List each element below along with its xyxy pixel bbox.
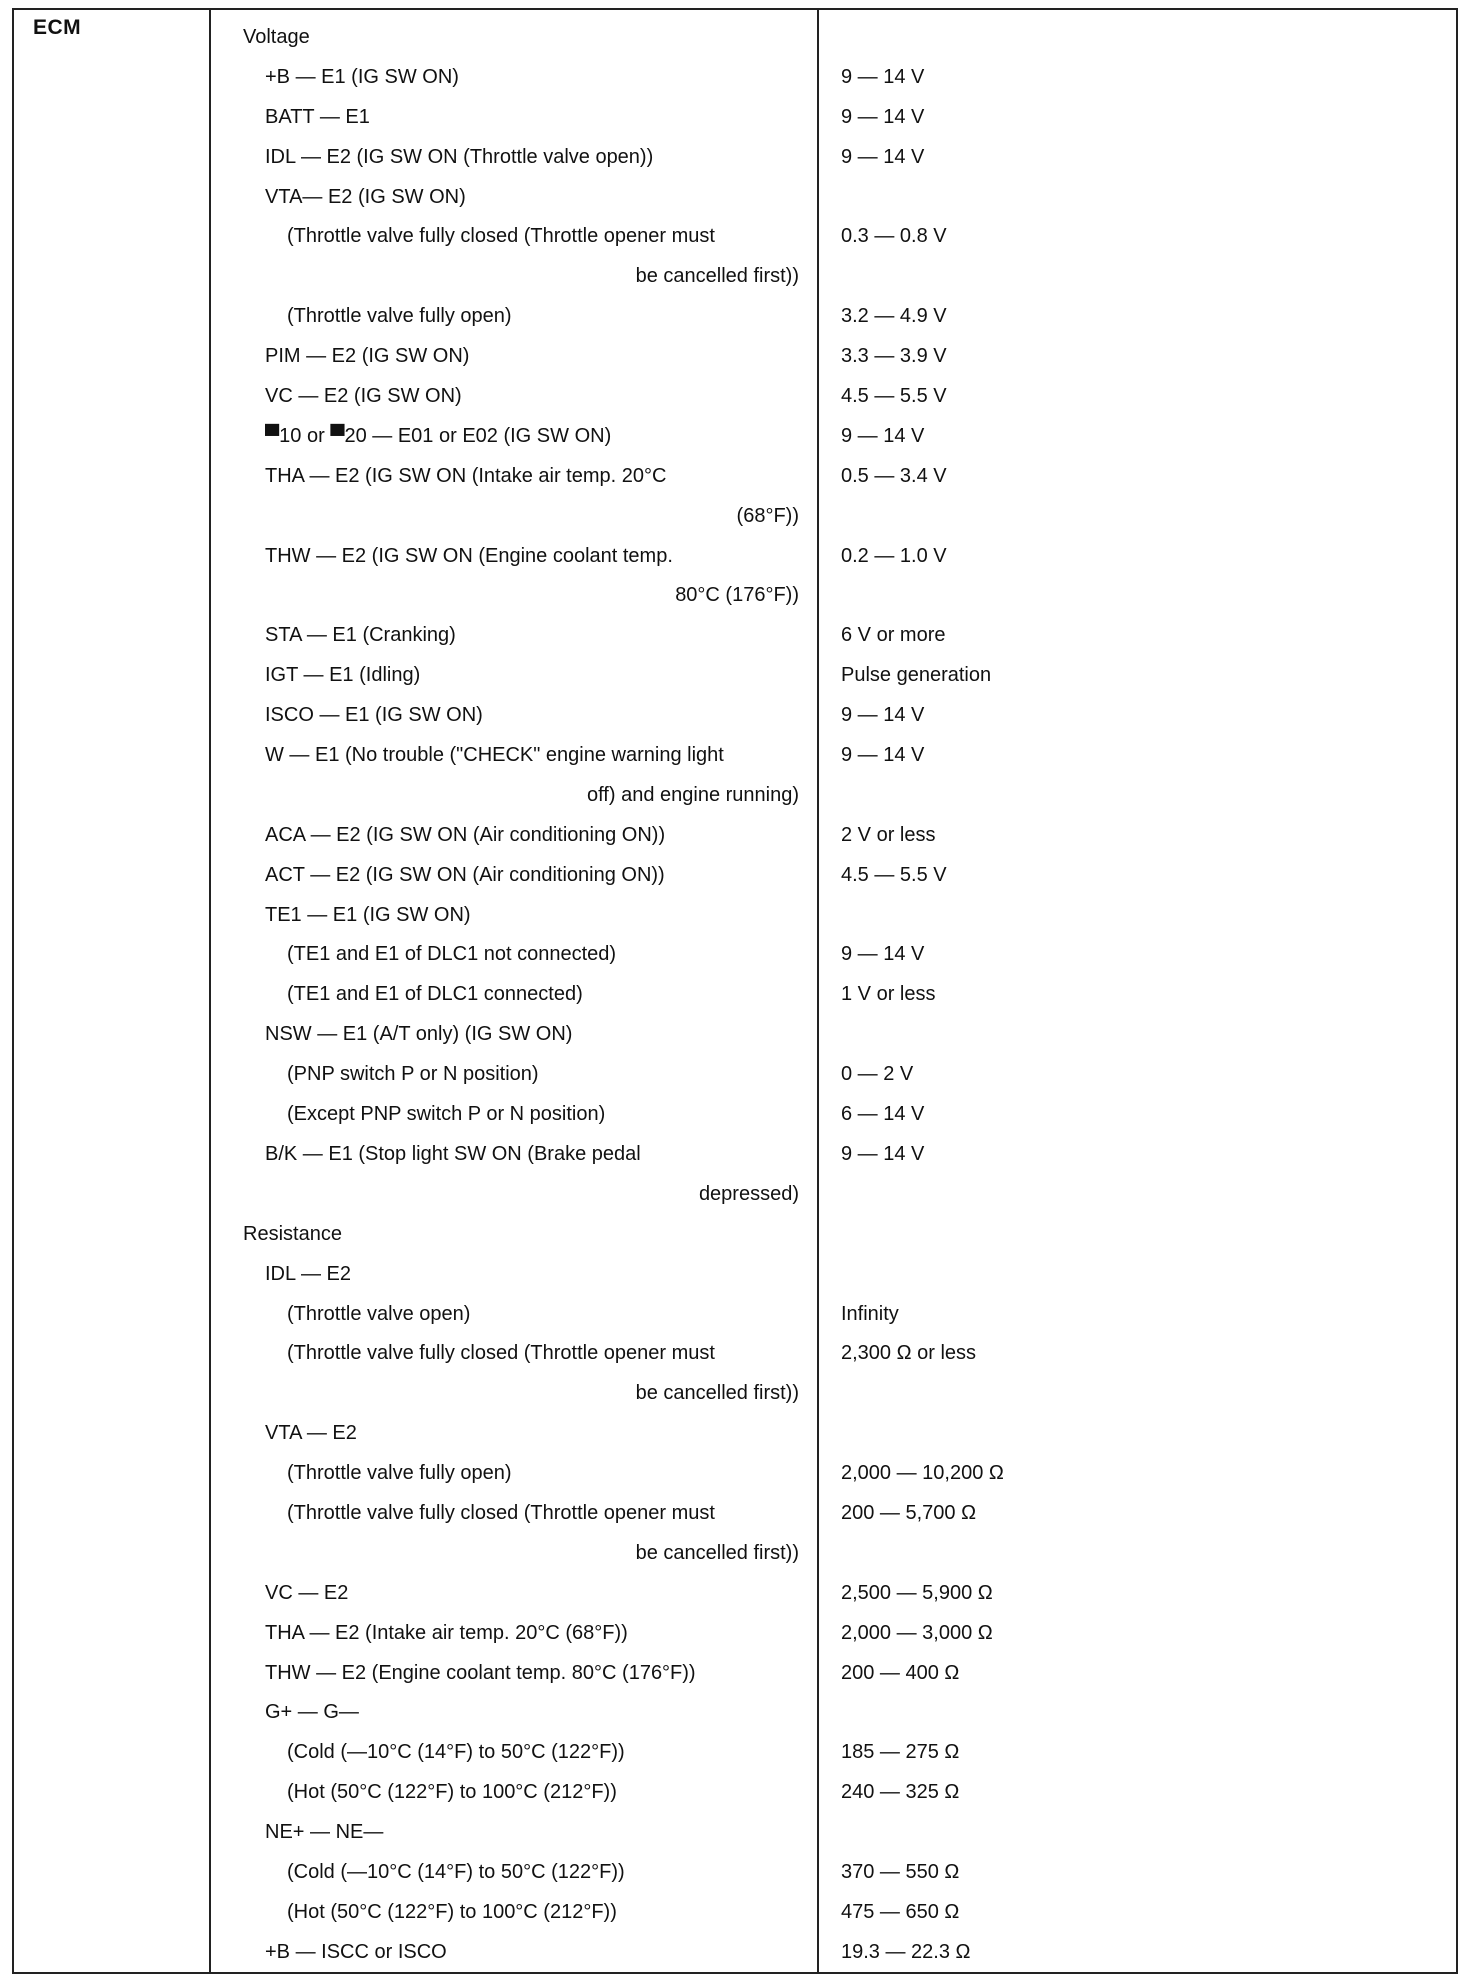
condition-cell: VC — E2 (IG SW ON) [265, 385, 462, 408]
standard-cell: 6 — 14 V [841, 1103, 925, 1126]
condition-cell: 80°C (176°F)) [675, 584, 799, 607]
condition-cell: be cancelled first)) [635, 265, 799, 288]
standard-cell [819, 1693, 1456, 1733]
standard-cell: 0.2 — 1.0 V [841, 544, 947, 567]
standard-cell: 2,000 — 3,000 Ω [841, 1621, 993, 1644]
standard-cell: 2,500 — 5,900 Ω [841, 1581, 993, 1604]
standard-cell: 2,000 — 10,200 Ω [841, 1462, 1004, 1485]
condition-cell: NE+ — NE— [265, 1821, 384, 1844]
condition-cell: (Throttle valve fully closed (Throttle opener must [287, 1342, 715, 1365]
condition-cell: B/K — E1 (Stop light SW ON (Brake pedal [265, 1142, 641, 1165]
standard-cell: 200 — 400 Ω [841, 1661, 960, 1684]
standard-cell: 4.5 — 5.5 V [841, 863, 947, 886]
standard-cell: 2 V or less [841, 823, 936, 846]
standard-cell: 475 — 650 Ω [841, 1900, 960, 1923]
condition-cell: ACA — E2 (IG SW ON (Air conditioning ON)) [265, 823, 666, 846]
standard-cell [819, 1175, 1456, 1215]
condition-cell: IDL — E2 [265, 1262, 351, 1285]
inspection-table [12, 8, 1458, 1974]
condition-cell: (TE1 and E1 of DLC1 connected) [287, 983, 583, 1006]
condition-cell: ACT — E2 (IG SW ON (Air conditioning ON)) [265, 863, 665, 886]
condition-cell: VC — E2 [265, 1581, 349, 1604]
standard-cell: 9 — 14 V [841, 424, 925, 447]
condition-cell: ISCO — E1 (IG SW ON) [265, 704, 483, 727]
condition-cell: NSW — E1 (A/T only) (IG SW ON) [265, 1023, 573, 1046]
condition-cell: W — E1 (No trouble ("CHECK" engine warning light [265, 744, 724, 767]
standard-cell [819, 776, 1456, 816]
standard-cell: 0 — 2 V [841, 1063, 914, 1086]
condition-cell: +B — E1 (IG SW ON) [265, 65, 459, 88]
condition-cell: VTA— E2 (IG SW ON) [265, 185, 466, 208]
standard-cell: 19.3 — 22.3 Ω [841, 1940, 971, 1963]
condition-cell: off) and engine running) [586, 783, 799, 806]
standard-cell: 9 — 14 V [841, 145, 925, 168]
condition-cell: TE1 — E1 (IG SW ON) [265, 903, 471, 926]
condition-cell: (TE1 and E1 of DLC1 not connected) [287, 943, 617, 966]
condition-cell: G+ — G— [265, 1701, 359, 1724]
condition-cell: ▀10 or ▀20 — E01 or E02 (IG SW ON) [265, 424, 612, 447]
standard-cell: 2,300 Ω or less [841, 1342, 977, 1365]
standard-cell: 0.3 — 0.8 V [841, 225, 947, 248]
standard-cell: 370 — 550 Ω [841, 1860, 960, 1883]
condition-cell: VTA — E2 [265, 1422, 357, 1445]
condition-cell: +B — ISCC or ISCO [265, 1940, 447, 1963]
condition-cell: be cancelled first)) [635, 1541, 799, 1564]
condition-cell: (Cold (—10°C (14°F) to 50°C (122°F)) [287, 1741, 625, 1764]
standard-cell [819, 1015, 1456, 1055]
standard-cell [819, 497, 1456, 537]
condition-cell: (Cold (—10°C (14°F) to 50°C (122°F)) [287, 1860, 625, 1883]
standard-cell: 9 — 14 V [841, 943, 925, 966]
standard-column [819, 10, 1456, 1972]
standard-cell: 185 — 275 Ω [841, 1741, 960, 1764]
standard-cell: 1 V or less [841, 983, 936, 1006]
condition-cell: THW — E2 (IG SW ON (Engine coolant temp. [265, 544, 673, 567]
component-name: ECM [33, 16, 82, 39]
standard-cell: Infinity [841, 1302, 899, 1325]
condition-column [211, 10, 819, 1972]
condition-cell: (Throttle valve fully closed (Throttle opener must [287, 1501, 715, 1524]
standard-cell: 9 — 14 V [841, 704, 925, 727]
standard-cell: 3.3 — 3.9 V [841, 345, 947, 368]
condition-cell: (PNP switch P or N position) [287, 1063, 539, 1086]
standard-cell: 0.5 — 3.4 V [841, 464, 947, 487]
condition-cell: IGT — E1 (Idling) [265, 664, 421, 687]
component-column [14, 10, 211, 1972]
condition-cell: (Throttle valve fully closed (Throttle opener must [287, 225, 715, 248]
standard-cell [819, 1215, 1456, 1255]
standard-cell [819, 1813, 1456, 1853]
standard-cell: 9 — 14 V [841, 1142, 925, 1165]
standard-cell: 9 — 14 V [841, 105, 925, 128]
standard-cell [819, 18, 1456, 58]
standard-cell [819, 1414, 1456, 1454]
condition-cell: THW — E2 (Engine coolant temp. 80°C (176°F)) [265, 1661, 696, 1684]
standard-cell: 200 — 5,700 Ω [841, 1501, 977, 1524]
condition-cell: be cancelled first)) [635, 1382, 799, 1405]
condition-cell: depressed) [698, 1182, 799, 1205]
section-heading: Resistance [243, 1222, 342, 1245]
condition-cell: (Hot (50°C (122°F) to 100°C (212°F)) [287, 1781, 617, 1804]
condition-cell: (Throttle valve open) [287, 1302, 471, 1325]
condition-cell: STA — E1 (Cranking) [265, 624, 456, 647]
condition-cell: THA — E2 (IG SW ON (Intake air temp. 20°C [265, 464, 667, 487]
condition-cell: IDL — E2 (IG SW ON (Throttle valve open)) [265, 145, 654, 168]
standard-cell: 9 — 14 V [841, 65, 925, 88]
standard-cell [819, 1255, 1456, 1295]
condition-cell: THA — E2 (Intake air temp. 20°C (68°F)) [265, 1621, 628, 1644]
standard-cell: Pulse generation [841, 664, 992, 687]
condition-cell: (Hot (50°C (122°F) to 100°C (212°F)) [287, 1900, 617, 1923]
standard-cell: 6 V or more [841, 624, 946, 647]
condition-cell: (Except PNP switch P or N position) [287, 1103, 606, 1126]
condition-cell: BATT — E1 [265, 105, 370, 128]
standard-cell [819, 257, 1456, 297]
standard-cell: 240 — 325 Ω [841, 1781, 960, 1804]
condition-cell: PIM — E2 (IG SW ON) [265, 345, 470, 368]
standard-cell [819, 576, 1456, 616]
condition-cell: (Throttle valve fully open) [287, 1462, 512, 1485]
condition-cell: (Throttle valve fully open) [287, 305, 512, 328]
standard-cell [819, 1374, 1456, 1414]
standard-cell [819, 1534, 1456, 1574]
standard-cell: 3.2 — 4.9 V [841, 305, 947, 328]
condition-cell: (68°F)) [736, 504, 799, 527]
standard-cell: 4.5 — 5.5 V [841, 385, 947, 408]
standard-cell: 9 — 14 V [841, 744, 925, 767]
standard-cell [819, 178, 1456, 218]
standard-cell [819, 896, 1456, 936]
section-heading: Voltage [243, 26, 310, 48]
